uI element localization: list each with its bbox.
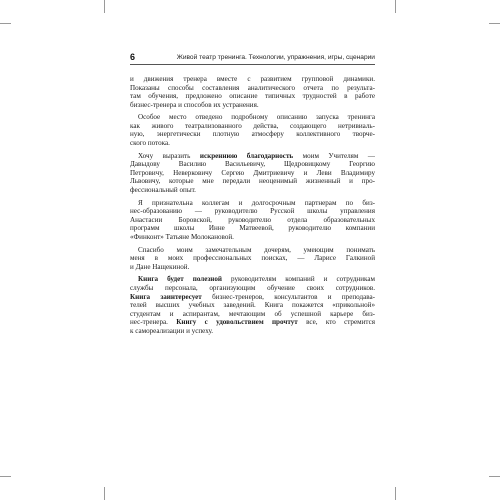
crop-mark-left-bottom [0,476,11,477]
text-run: службы персонала, организующим обучение своих сотрудников. [130,283,375,292]
text-run: Спасибо моим замечательным дочерям, умеющим понимать [138,245,375,254]
bold-phrase: искреннюю благодарность [199,151,294,160]
body-text [130,75,375,339]
text-run: Особое место отведено подробному описанию запуска тренинга [138,113,375,122]
text-line [130,101,375,110]
text-line [130,84,375,93]
paragraph [130,152,375,195]
text-line [130,92,375,101]
text-run: и движения тренера вместе с развитием групповой динамики. [130,75,375,83]
text-line [130,152,375,161]
page-number: 6 [130,52,136,62]
paragraph [130,113,375,147]
text-run: и Дане Нащекиной. [130,262,190,271]
header-rule [130,64,375,65]
text-run: все, кто стремится [297,318,376,327]
text-run: моим Учителям — [293,151,375,160]
running-title: Живой театр тренинга. Технологии, упражнения, игры, сценарии [176,54,375,61]
text-run: Львовичу, которые мне передали неоценимый жизненный и про- [130,177,375,186]
paragraph [130,199,375,242]
text-line [130,186,375,195]
bold-phrase: Книгу с удовольствием прочтут [176,318,298,327]
text-line [130,310,375,319]
text-line [130,122,375,131]
text-line [130,318,375,327]
text-run: бизнес-тренеров, консультантов и преподава- [201,292,376,301]
crop-mark-left-top [0,23,11,24]
text-run: Я признательна коллегам и долгосрочным партнерам по биз- [138,198,375,207]
text-line [130,199,375,208]
text-line [130,301,375,310]
crop-mark-right-top [489,23,500,24]
crop-mark-bottom-right [395,487,396,500]
text-line [130,224,375,233]
text-line [130,216,375,225]
text-run: фессиональный опыт. [130,185,196,194]
text-run: Хочу выразить [138,151,200,160]
text-line [130,246,375,255]
crop-mark-right-bottom [489,476,500,477]
crop-mark-bottom-left [104,487,105,500]
bold-phrase: Книга заинтересует [130,292,202,301]
page-header [130,52,375,64]
text-run: бизнес-тренера и способов их устранения. [130,100,259,109]
text-line [130,233,375,242]
text-run: Показаны способы составления аналитического отчета по результа- [130,83,375,92]
text-line [130,293,375,302]
text-line [130,113,375,122]
text-line [130,327,375,336]
text-run: Давыдову Василию Васильевичу, Щедровицкому Георгию [130,160,375,169]
paragraph [130,246,375,272]
paragraph [130,275,375,335]
text-line [130,275,375,284]
text-run: телей высших учебных заведений. Книга покажется «прикольной» [130,301,375,310]
text-line [130,139,375,148]
crop-mark-top-left [104,0,105,13]
text-run: нес-тренера. [130,318,177,327]
text-run: программ школы Инне Матвеевой, руководителю компании [130,224,375,233]
text-run: студентам и аспирантам, мечтающим об успешной карьере биз- [130,309,375,318]
text-run: меня в моих профессиональных поисках, — Ларисе Галкиной [130,254,375,263]
bold-phrase: Книга будет полезной [138,275,222,284]
text-line [130,130,375,139]
text-run: как живого театрализованного действа, создающего нетривиаль- [130,121,375,130]
text-run: там обучения, предложено описание типичных трудностей в работе [130,92,375,101]
text-run: Петровичу, Неверковичу Сергею Дмитриевичу и Леви Владимиру [130,168,375,177]
text-line [130,75,375,84]
crop-mark-top-right [395,0,396,13]
paragraph [130,75,375,109]
text-run: ского потока. [130,139,170,148]
text-line [130,263,375,272]
text-run: ную, энергетически плотную атмосферу коллективного творче- [130,130,375,139]
text-run: руководителям компаний и сотрудникам [222,275,375,284]
text-line [130,169,375,178]
text-line [130,207,375,216]
text-line [130,254,375,263]
text-line [130,284,375,293]
text-run: нес-образованию — руководителю Русской школы управления [130,207,375,216]
text-run: Анастасии Боровской, руководителю отдела образовательных [130,215,375,224]
text-line [130,160,375,169]
text-run: «Финконт» Татьяне Молокановой. [130,232,234,241]
text-run: к самореализации и успеху. [130,326,214,335]
text-line [130,177,375,186]
